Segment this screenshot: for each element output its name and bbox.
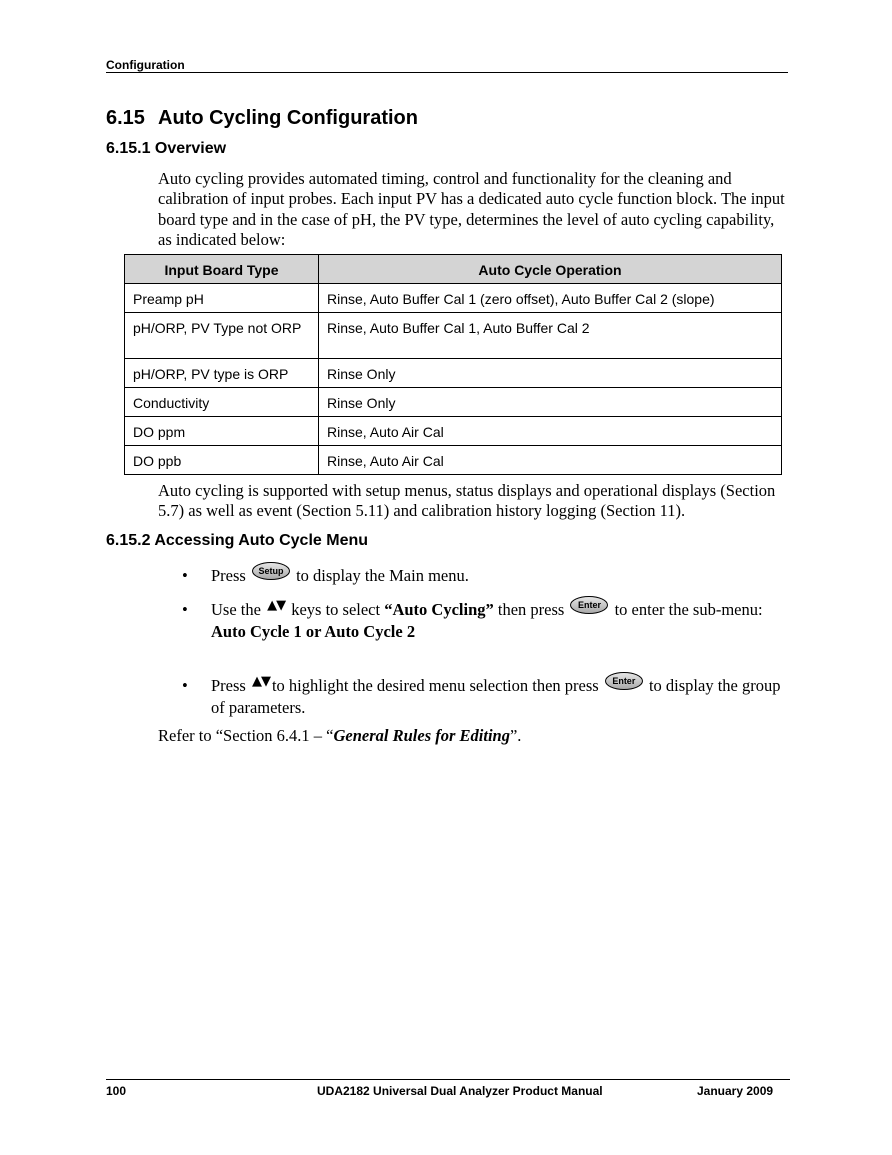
bullet-text: to enter the sub-menu: bbox=[610, 600, 763, 619]
bullet-text: to highlight the desired menu selection then press bbox=[271, 676, 603, 695]
table-cell: DO ppm bbox=[125, 417, 319, 446]
overview-after-text: Auto cycling is supported with setup menus, status displays and operational displays (Section 5.7) as well as event (Section 5.11) and calibration history logging (Section 11). bbox=[158, 481, 776, 521]
table-row bbox=[125, 446, 782, 475]
table-row bbox=[125, 388, 782, 417]
bullet-text: to display the group of parameters. bbox=[211, 676, 781, 718]
bullet-text: Press bbox=[211, 566, 250, 585]
refer-link-text: General Rules for Editing bbox=[333, 726, 510, 745]
menu-name-emphasis: “Auto Cycling” bbox=[384, 600, 494, 619]
table-cell: Rinse Only bbox=[319, 359, 782, 388]
up-down-arrow-keys-icon: ▲▼ bbox=[267, 598, 286, 613]
submenu-options: Auto Cycle 1 or Auto Cycle 2 bbox=[211, 622, 416, 642]
table-row bbox=[125, 284, 782, 313]
refer-prefix: Refer to “Section 6.4.1 – “ bbox=[158, 726, 334, 745]
table-cell: Preamp pH bbox=[125, 284, 319, 313]
overview-heading: 6.15.1 Overview bbox=[106, 140, 227, 157]
table-row bbox=[125, 313, 782, 359]
table-cell: Rinse, Auto Air Cal bbox=[319, 446, 782, 475]
bullet-item-select bbox=[211, 600, 786, 643]
overview-intro: Auto cycling provides automated timing, control and functionality for the cleaning and calibration of input probes. Each input PV has a dedicated auto cycle function block. The input board type and in the case of pH, the PV type, determines the level of auto cycling capability, as indicated below: bbox=[158, 169, 785, 249]
table-cell: Rinse, Auto Air Cal bbox=[319, 417, 782, 446]
bullet-text: Press bbox=[211, 676, 250, 695]
bullet-text: Use the bbox=[211, 600, 266, 619]
table-header-row bbox=[125, 255, 782, 284]
table-cell: pH/ORP, PV type is ORP bbox=[125, 359, 319, 388]
up-down-arrow-keys-icon: ▲▼ bbox=[251, 674, 270, 689]
section-title bbox=[106, 106, 418, 130]
table-cell: Conductivity bbox=[125, 388, 319, 417]
bullet-text: keys to select bbox=[287, 600, 385, 619]
enter-key-icon: Enter bbox=[570, 596, 608, 614]
bullet-icon: • bbox=[182, 566, 188, 585]
table-header-cell: Auto Cycle Operation bbox=[319, 255, 782, 284]
page-number: 100 bbox=[106, 1084, 127, 1098]
refer-text bbox=[158, 726, 788, 746]
table-cell: DO ppb bbox=[125, 446, 319, 475]
refer-suffix: ”. bbox=[509, 726, 522, 745]
board-type-table bbox=[124, 254, 782, 475]
publish-date: January 2009 bbox=[697, 1084, 774, 1098]
table-cell: pH/ORP, PV Type not ORP bbox=[125, 313, 319, 359]
table-row bbox=[125, 417, 782, 446]
table-row bbox=[125, 359, 782, 388]
bullet-text: to display the Main menu. bbox=[291, 566, 469, 585]
accessing-heading: 6.15.2 Accessing Auto Cycle Menu bbox=[106, 532, 369, 549]
table-cell: Rinse, Auto Buffer Cal 1, Auto Buffer Cal 2 bbox=[319, 313, 782, 359]
footer-divider bbox=[106, 1079, 790, 1080]
setup-key-icon: Setup bbox=[252, 562, 290, 580]
bullet-icon: • bbox=[182, 600, 188, 619]
table-cell: Rinse, Auto Buffer Cal 1 (zero offset), Auto Buffer Cal 2 (slope) bbox=[319, 284, 782, 313]
bullet-icon: • bbox=[182, 676, 188, 695]
enter-key-icon: Enter bbox=[605, 672, 643, 690]
bullet-item-setup bbox=[211, 566, 786, 586]
table-cell: Rinse Only bbox=[319, 388, 782, 417]
bullet-text: then press bbox=[493, 600, 569, 619]
section-number: 6.15 bbox=[106, 107, 145, 129]
running-header: Configuration bbox=[106, 58, 788, 73]
bullet-item-highlight bbox=[211, 676, 786, 719]
section-title-text: Auto Cycling Configuration bbox=[158, 107, 418, 129]
table-header-cell: Input Board Type bbox=[125, 255, 319, 284]
manual-title: UDA2182 Universal Dual Analyzer Product Manual bbox=[317, 1084, 603, 1098]
